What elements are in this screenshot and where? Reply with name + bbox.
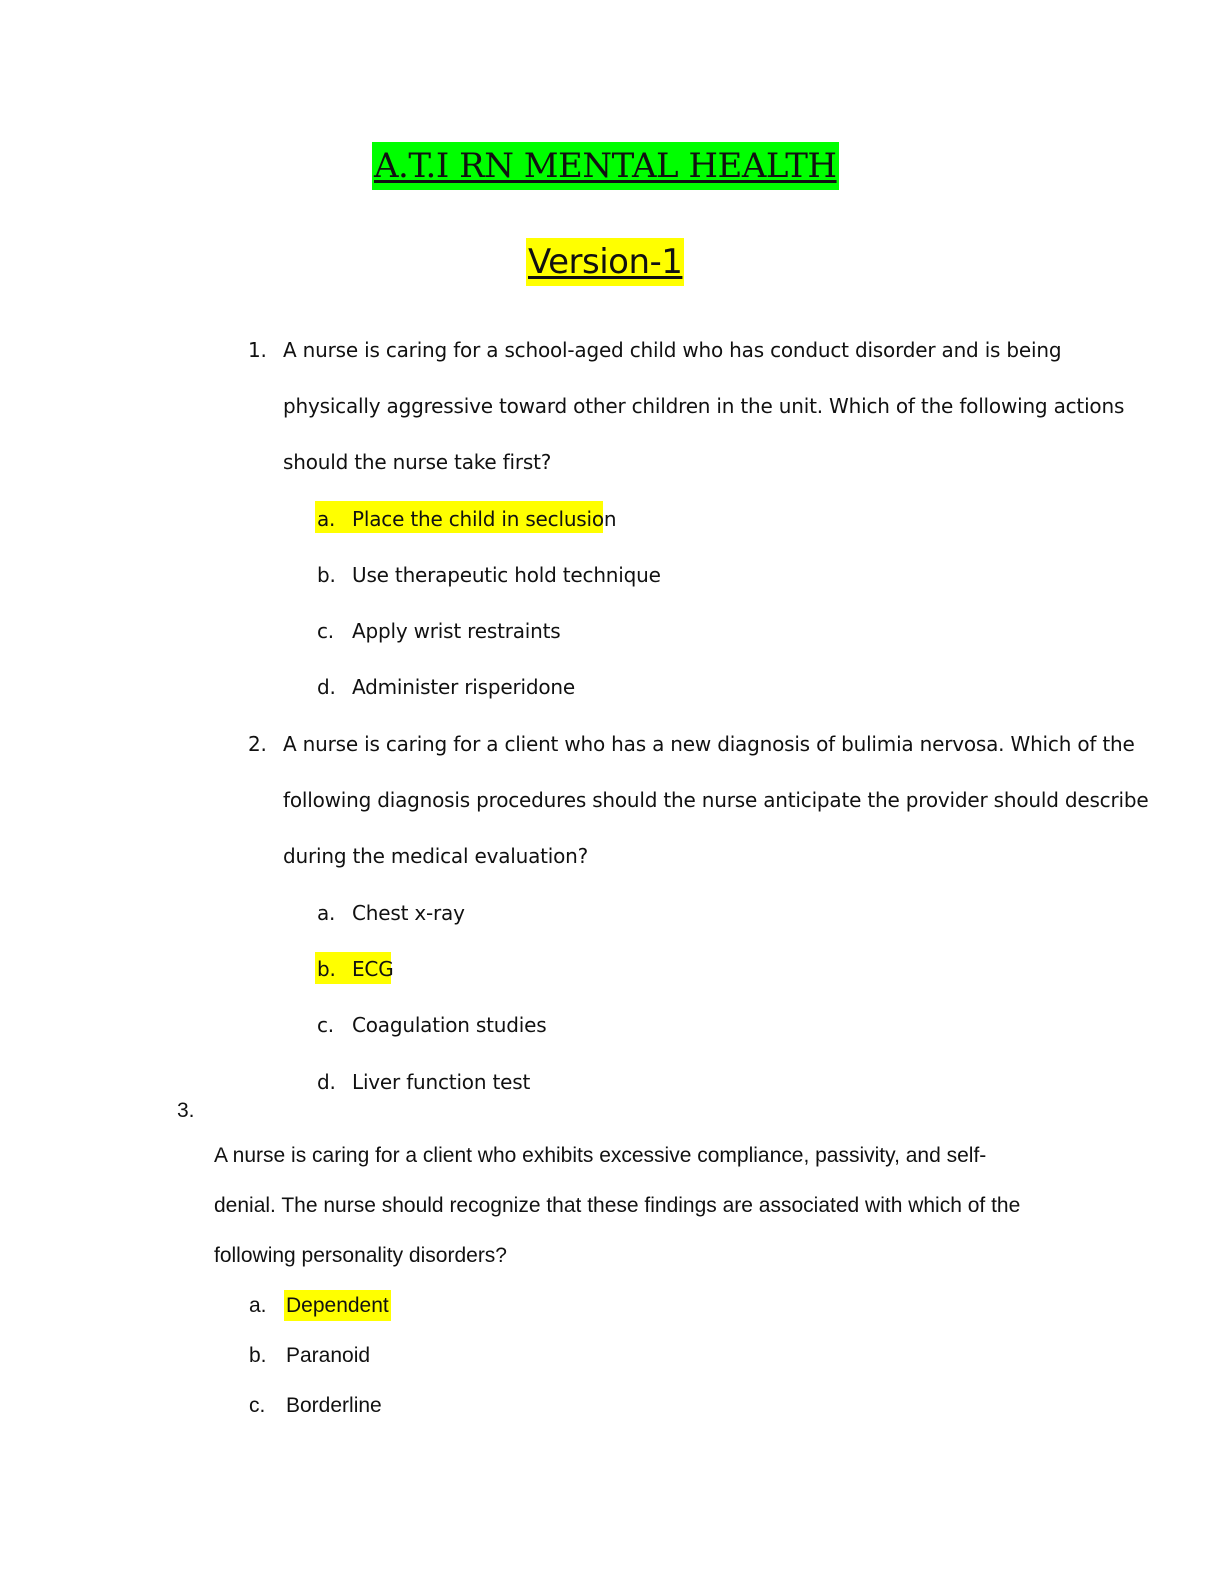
question-text-line: physically aggressive toward other children in the unit. Which of the following actions <box>283 394 1125 418</box>
option-letter: c. <box>317 1013 334 1037</box>
option-text: Use therapeutic hold technique <box>352 563 661 587</box>
option-letter: d. <box>317 675 336 699</box>
option-letter: b. <box>317 957 336 981</box>
question-text-line: A nurse is caring for a client who exhibits excessive compliance, passivity, and self- <box>214 1144 987 1167</box>
document-title: A.T.I RN MENTAL HEALTH <box>372 142 839 190</box>
option-letter: c. <box>249 1394 266 1417</box>
option-letter: b. <box>317 563 336 587</box>
question-number: 3. <box>177 1099 195 1122</box>
option-letter: c. <box>317 619 334 643</box>
question-number: 1. <box>248 338 267 362</box>
option-letter: a. <box>249 1294 267 1317</box>
question-text-line: A nurse is caring for a school-aged child who has conduct disorder and is being <box>283 338 1062 362</box>
question-text-line: denial. The nurse should recognize that these findings are associated with which of the <box>214 1194 1021 1217</box>
option-text: Chest x-ray <box>352 901 465 925</box>
option-text: Dependent <box>286 1294 389 1317</box>
option-text: Coagulation studies <box>352 1013 547 1037</box>
question-text-line: following personality disorders? <box>214 1244 507 1267</box>
document-subtitle: Version-1 <box>526 238 684 286</box>
option-text: Borderline <box>286 1394 382 1417</box>
option-text: Administer risperidone <box>352 675 575 699</box>
option-text: Paranoid <box>286 1344 371 1367</box>
option-text: Liver function test <box>352 1070 531 1094</box>
question-text-line: A nurse is caring for a client who has a new diagnosis of bulimia nervosa. Which of the <box>283 732 1135 756</box>
question-text-line: following diagnosis procedures should the nurse anticipate the provider should describe <box>283 788 1149 812</box>
option-letter: a. <box>317 901 336 925</box>
question-text-line: should the nurse take first? <box>283 450 552 474</box>
question-text-line: during the medical evaluation? <box>283 844 589 868</box>
question-number: 2. <box>248 732 267 756</box>
option-text: ECG <box>352 957 394 981</box>
option-text: Apply wrist restraints <box>352 619 561 643</box>
option-letter: a. <box>317 507 336 531</box>
option-text: Place the child in seclusion <box>352 507 617 531</box>
option-letter: b. <box>249 1344 267 1367</box>
option-letter: d. <box>317 1070 336 1094</box>
